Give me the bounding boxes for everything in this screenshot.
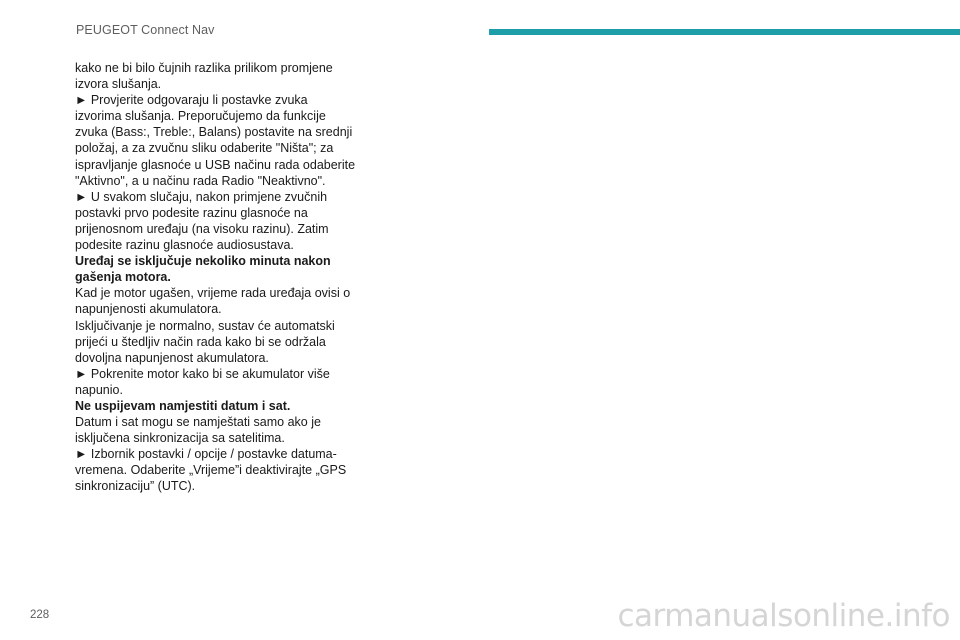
paragraph: kako ne bi bilo čujnih razlika prilikom promjene izvora slušanja. xyxy=(75,61,333,92)
paragraph: ► U svakom slučaju, nakon primjene zvučnih postavki prvo podesite razinu glasnoće na prijenosnom uređaju (na visoku razinu). Zatim podesite razinu glasnoće audiosustava. xyxy=(75,189,329,253)
paragraph: ► Pokrenite motor kako bi se akumulator više napunio. xyxy=(75,366,330,397)
page-number: 228 xyxy=(30,609,50,621)
paragraph: Kad je motor ugašen, vrijeme rada uređaja ovisi o napunjenosti akumulatora. xyxy=(75,286,351,317)
body-text xyxy=(75,60,357,495)
paragraph: ► Provjerite odgovaraju li postavke zvuka izvorima slušanja. Preporučujemo da funkcije zvuka (Bass:, Treble:, Balans) postavite na srednji položaj, a za zvučnu sliku odaberite "Ništa"; za ispravljanje glasnoće u USB načinu rada odaberite "Aktivno", a u načinu rada Radio "Neaktivno". xyxy=(75,93,356,188)
paragraph: Datum i sat mogu se namještati samo ako je isključena sinkronizacija sa satelitima. xyxy=(75,415,321,446)
paragraph: Isključivanje je normalno, sustav će automatski prijeći u štedljiv način rada kako bi se održala dovoljna napunjenost akumulatora. xyxy=(75,318,335,365)
section-heading: Uređaj se isključuje nekoliko minuta nakon gašenja motora. xyxy=(75,254,331,285)
section-heading: Ne uspijevam namjestiti datum i sat. xyxy=(75,398,291,413)
watermark: carmanualsonline.info xyxy=(617,598,950,634)
header-accent-bar xyxy=(489,29,960,35)
paragraph: ► Izbornik postavki / opcije / postavke datuma-vremena. Odaberite „Vrijeme”i deaktivirajte „GPS sinkronizaciju” (UTC). xyxy=(75,447,347,494)
page-header-title: PEUGEOT Connect Nav xyxy=(76,23,215,37)
